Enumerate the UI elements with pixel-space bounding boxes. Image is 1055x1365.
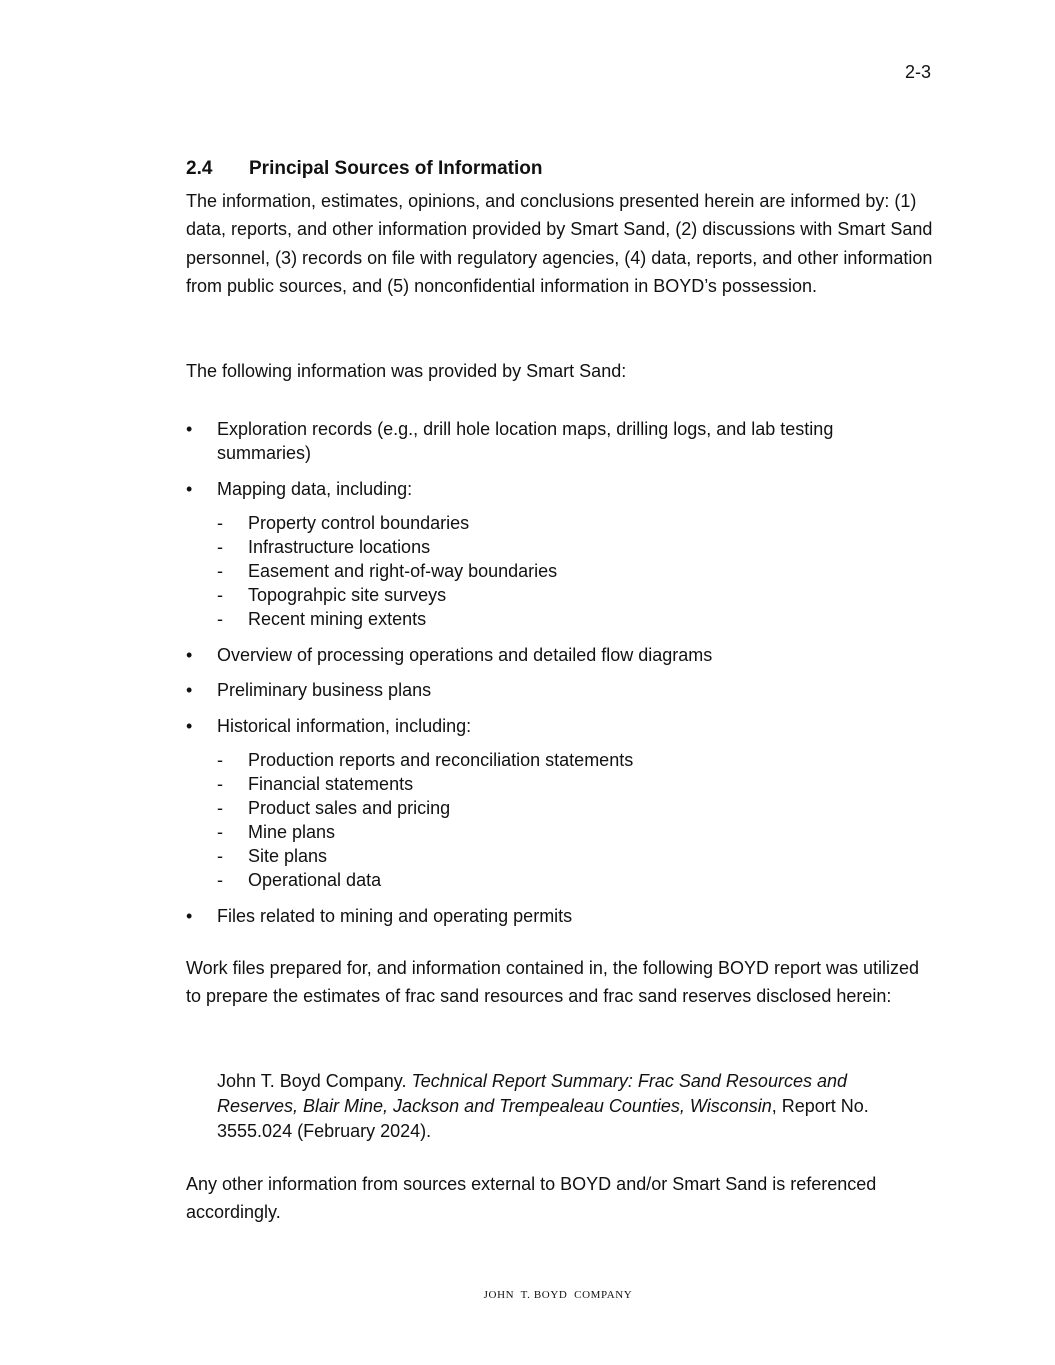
citation [217, 1069, 907, 1144]
section-title: Principal Sources of Information [249, 158, 543, 179]
intro-paragraph: The information, estimates, opinions, and conclusions presented herein are informed by: (1) data, reports, and other information provided by Smart Sand, (2) discussions with Smart Sand personnel, (3) records on file with regulatory agencies, (4) data, reports, and other information from public sources, and (5) nonconfidential information in BOYD’s possession. [186, 191, 933, 297]
citation-author: John T. Boyd Company. [217, 1071, 412, 1091]
bullet-icon: • [186, 906, 193, 926]
bullet-icon: • [186, 680, 193, 700]
footer-company-name: JOHN T. BOYD COMPANY [483, 1289, 633, 1301]
bullet-icon: • [186, 645, 193, 665]
closing-paragraph: Any other information from sources external to BOYD and/or Smart Sand is referenced accordingly. [186, 1174, 877, 1223]
bullet-icon: • [186, 479, 193, 499]
bullet-icon: • [186, 716, 193, 736]
citation-title: Technical Report Summary: Frac Sand Resources and Reserves, Blair Mine, Jackson and Trempealeau Counties, Wisconsin [217, 1071, 847, 1116]
page-number: 2-3 [904, 62, 931, 82]
citation-details: , Report No. 3555.024 (February 2024). [217, 1096, 869, 1141]
bullet-icon: • [186, 419, 193, 439]
provided-intro: The following information was provided by Smart Sand: [186, 361, 627, 381]
work-files-paragraph: Work files prepared for, and information contained in, the following BOYD report was utilized to prepare the estimates of frac sand resources and frac sand reserves disclosed herein: [186, 958, 920, 1007]
section-number: 2.4 [186, 158, 213, 179]
